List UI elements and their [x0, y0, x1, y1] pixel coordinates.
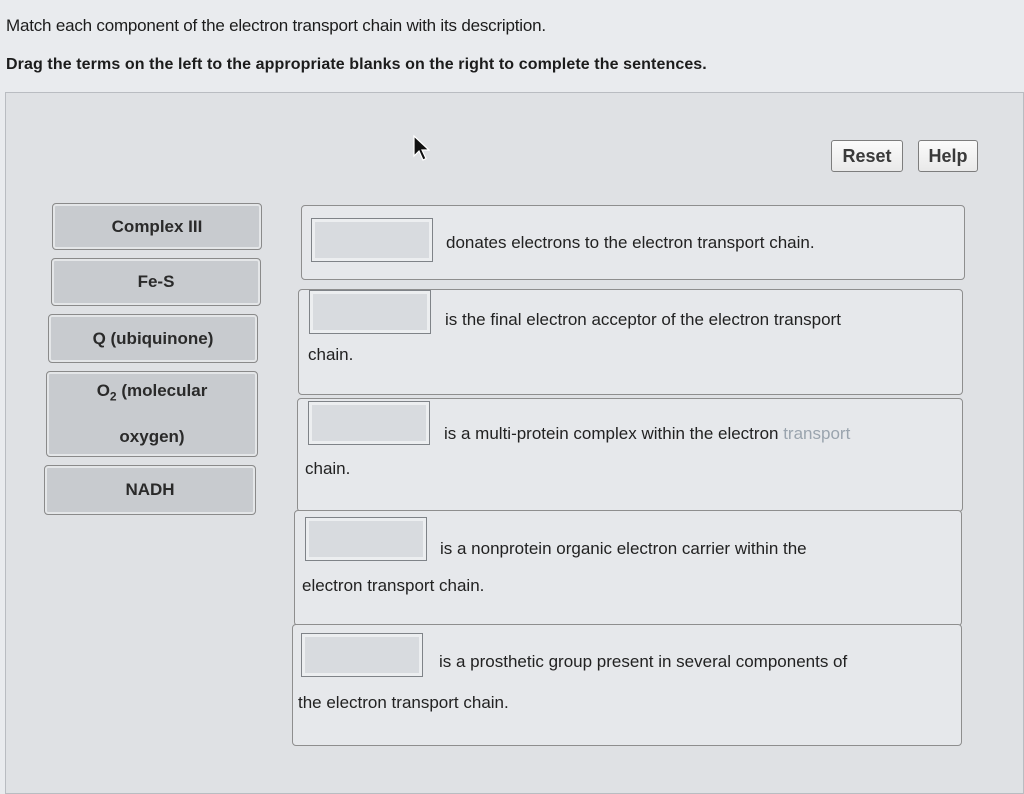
term-label: Complex III [111, 216, 203, 236]
term-label: Fe-S [137, 272, 175, 291]
help-button[interactable]: Help [918, 140, 978, 172]
term-nadh[interactable] [44, 465, 256, 515]
sentence-text: donates electrons to the electron transport chain. [446, 233, 815, 252]
sentence-text-line2: chain. [305, 459, 351, 478]
term-fe-s[interactable] [51, 258, 261, 306]
sentence-text-line2: the electron transport chain. [298, 693, 509, 712]
sentence-text-line2: electron transport chain. [302, 576, 485, 595]
drop-blank-1[interactable] [311, 218, 433, 262]
sentence-target-3 [297, 398, 963, 512]
term-label: NADH [125, 480, 175, 499]
term-label-line2: oxygen) [119, 426, 185, 446]
reset-button[interactable]: Reset [831, 140, 903, 172]
term-label-line1: $O_2$ (molecular [96, 381, 208, 404]
drop-blank-2[interactable] [309, 290, 431, 334]
drop-blank-3[interactable] [308, 401, 430, 445]
term-complex-iii[interactable] [52, 203, 262, 250]
drop-blank-5[interactable] [301, 633, 423, 677]
term-label: Q (ubiquinone) [92, 328, 214, 348]
instruction-text: Match each component of the electron transport chain with its description. [6, 16, 546, 35]
sentence-target-1 [301, 205, 965, 280]
sentence-target-2 [298, 289, 963, 395]
drop-blank-4[interactable] [305, 517, 427, 561]
mouse-pointer-icon [412, 134, 430, 162]
sentence-target-5 [292, 624, 962, 746]
sentence-text-line1: is a multi-protein complex within the electron transport [444, 424, 851, 443]
sentence-target-4 [294, 510, 962, 626]
sub-instruction-text: Drag the terms on the left to the appropriate blanks on the right to complete the sentences. [6, 56, 707, 73]
term-q-ubiquinone[interactable] [48, 314, 258, 363]
sentence-text-line2: chain. [308, 345, 354, 364]
sentence-text-line1: is a nonprotein organic electron carrier within the [440, 539, 807, 558]
sentence-text-line1: is a prosthetic group present in several components of [439, 652, 848, 671]
sentence-text-line1: is the final electron acceptor of the electron transport [445, 310, 841, 329]
term-o2-molecular-oxygen[interactable] [46, 371, 258, 457]
